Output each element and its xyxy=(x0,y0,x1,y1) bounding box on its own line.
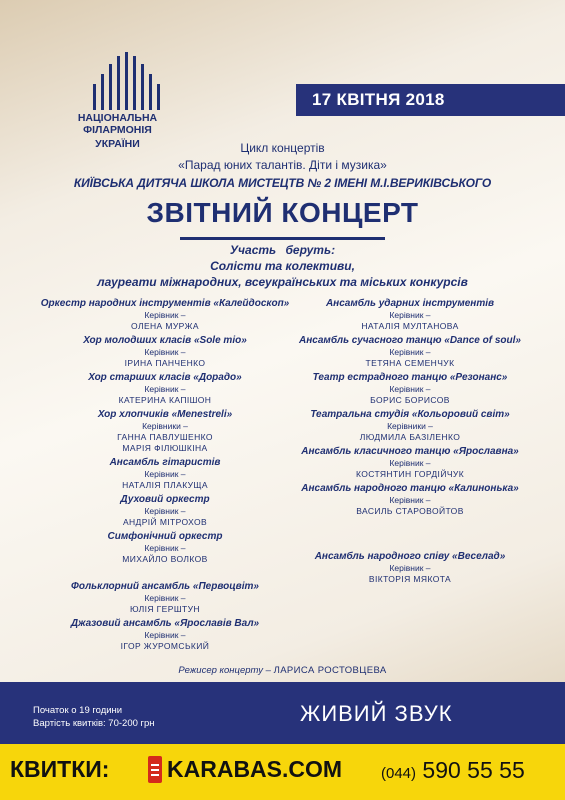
ensemble-entry xyxy=(30,531,300,565)
karabas-badge-icon xyxy=(148,756,162,783)
leader-name: МИХАЙЛО ВОЛКОВ xyxy=(122,554,208,564)
ensemble-entry xyxy=(275,483,545,517)
director-label: Режисер концерту – xyxy=(178,665,271,676)
ensemble-entry xyxy=(30,298,300,332)
ensemble-entry xyxy=(275,335,545,369)
ensemble-name: Ансамбль ударних інструментів xyxy=(325,298,495,309)
ensemble-name: Ансамбль народного танцю «Калинонька» xyxy=(301,483,519,494)
ensemble-name: Театр естрадного танцю «Резонанс» xyxy=(312,372,508,383)
leader-name: ЮЛІЯ ГЕРШТУН xyxy=(130,604,200,614)
leader-name: МАРІЯ ФІЛЮШКІНА xyxy=(122,443,208,453)
leader-name: НАТАЛІЯ ПЛАКУЩА xyxy=(122,480,208,490)
leader-role: Керівник – xyxy=(144,506,186,516)
ensemble-entry xyxy=(30,581,300,615)
logo-text-line1: НАЦІОНАЛЬНА ФІЛАРМОНІЯ xyxy=(77,112,158,136)
ensemble-entry xyxy=(275,409,545,443)
leader-name: ВІКТОРІЯ МЯКОТА xyxy=(368,574,452,584)
cycle-label: Цикл концертів xyxy=(240,141,325,155)
ensemble-name: Хор старших класів «Дорадо» xyxy=(88,372,242,383)
leader-role: Керівник – xyxy=(144,593,186,603)
leader-role: Керівник – xyxy=(144,543,186,553)
event-info xyxy=(33,704,155,730)
leader-role: Керівник – xyxy=(389,347,431,357)
ensemble-entry xyxy=(30,409,300,454)
ensemble-name: Духовий оркестр xyxy=(120,494,210,505)
right-ensemble-list xyxy=(275,298,545,588)
leader-role: Керівник – xyxy=(389,310,431,320)
ensemble-name: Фольклорний ансамбль «Первоцвіт» xyxy=(71,581,259,592)
live-sound-label: ЖИВИЙ ЗВУК xyxy=(300,701,453,726)
leader-role: Керівник – xyxy=(144,469,186,479)
leader-name: АНДРІЙ МІТРОХОВ xyxy=(122,517,208,527)
tickets-label: КВИТКИ: xyxy=(10,756,110,782)
leader-role: Керівник – xyxy=(389,458,431,468)
ensemble-name: Джазовий ансамбль «Ярославів Вал» xyxy=(70,618,260,629)
leader-name: ІРИНА ПАНЧЕНКО xyxy=(124,358,206,368)
logo-text-line2: УКРАЇНИ xyxy=(95,138,140,150)
ensemble-entry xyxy=(30,494,300,528)
title-underline xyxy=(180,237,385,240)
ticket-price: Вартість квитків: 70-200 грн xyxy=(33,718,155,729)
leader-name: ТЕТЯНА СЕМЕНЧУК xyxy=(365,358,455,368)
laureates-line: лауреати міжнародних, всеукраїнських та міських конкурсів xyxy=(97,275,468,289)
leader-role: Керівник – xyxy=(389,384,431,394)
director-name: ЛАРИСА РОСТОВЦЕВА xyxy=(273,665,387,676)
ensemble-entry xyxy=(275,551,545,585)
ensemble-name: Хор молодших класів «Sole mio» xyxy=(83,335,247,346)
leader-role: Керівники – xyxy=(142,421,188,431)
leader-name: ОЛЕНА МУРЖА xyxy=(131,321,199,331)
leader-name: ВАСИЛЬ СТАРОВОЙТОВ xyxy=(356,506,464,516)
ensemble-name: Театральна студія «Кольоровий світ» xyxy=(310,409,510,420)
ensemble-name: Хор хлопчиків «Menestreli» xyxy=(97,409,233,420)
leader-role: Керівник – xyxy=(144,347,186,357)
ensemble-entry xyxy=(30,335,300,369)
leader-role: Керівник – xyxy=(144,384,186,394)
leader-name: ІГОР ЖУРОМСЬКИЙ xyxy=(120,641,210,651)
ensemble-entry xyxy=(275,446,545,480)
leader-name: ЛЮДМИЛА БАЗІЛЕНКО xyxy=(359,432,461,442)
leader-role: Керівник – xyxy=(144,310,186,320)
left-ensemble-list xyxy=(30,298,300,655)
ensemble-name: Ансамбль народного співу «Веселад» xyxy=(314,551,506,562)
leader-name: ГАННА ПАВЛУШЕНКО xyxy=(117,432,213,442)
ensemble-name: Ансамбль гітаристів xyxy=(109,457,221,468)
leader-role: Керівник – xyxy=(389,495,431,505)
concert-director xyxy=(0,665,565,676)
leader-name: КАТЕРИНА КАПІШОН xyxy=(118,395,212,405)
ensemble-name: Симфонічний оркестр xyxy=(107,531,223,542)
organ-pipes-icon xyxy=(45,52,190,110)
leader-role: Керівник – xyxy=(389,563,431,573)
ensemble-entry xyxy=(30,457,300,491)
leader-role: Керівник – xyxy=(144,630,186,640)
phone-number: 590 55 55 xyxy=(422,757,525,783)
philharmonic-logo xyxy=(45,52,190,150)
school-name: КИЇВСЬКА ДИТЯЧА ШКОЛА МИСТЕЦТВ № 2 ІМЕНІ М.І.ВЕРИКІВСЬКОГО xyxy=(73,176,492,190)
start-time: Початок о 19 години xyxy=(33,705,123,716)
participants-heading: Участь беруть: xyxy=(229,243,336,257)
ensemble-entry xyxy=(275,298,545,332)
leader-name: КОСТЯНТИН ГОРДІЙЧУК xyxy=(355,469,465,479)
phone-code: (044) xyxy=(381,765,417,782)
ensemble-entry xyxy=(30,372,300,406)
tickets-site-link[interactable]: KARABAS.COM xyxy=(167,756,343,782)
tickets-phone[interactable] xyxy=(381,757,525,784)
leader-name: НАТАЛІЯ МУЛТАНОВА xyxy=(361,321,459,331)
series-name: «Парад юних талантів. Діти і музика» xyxy=(178,158,387,172)
concert-title: ЗВІТНИЙ КОНЦЕРТ xyxy=(146,197,419,228)
ensemble-name: Оркестр народних інструментів «Калейдоскоп» xyxy=(40,298,290,309)
leader-name: БОРИС БОРИСОВ xyxy=(370,395,450,405)
soloists-line: Солісти та колективи, xyxy=(210,259,355,273)
ensemble-entry xyxy=(30,618,300,652)
ensemble-name: Ансамбль класичного танцю «Ярославна» xyxy=(301,446,519,457)
ensemble-name: Ансамбль сучасного танцю «Dance of soul» xyxy=(299,335,521,346)
leader-role: Керівники – xyxy=(387,421,433,431)
event-date: 17 КВІТНЯ 2018 xyxy=(296,84,565,116)
ensemble-entry xyxy=(275,372,545,406)
